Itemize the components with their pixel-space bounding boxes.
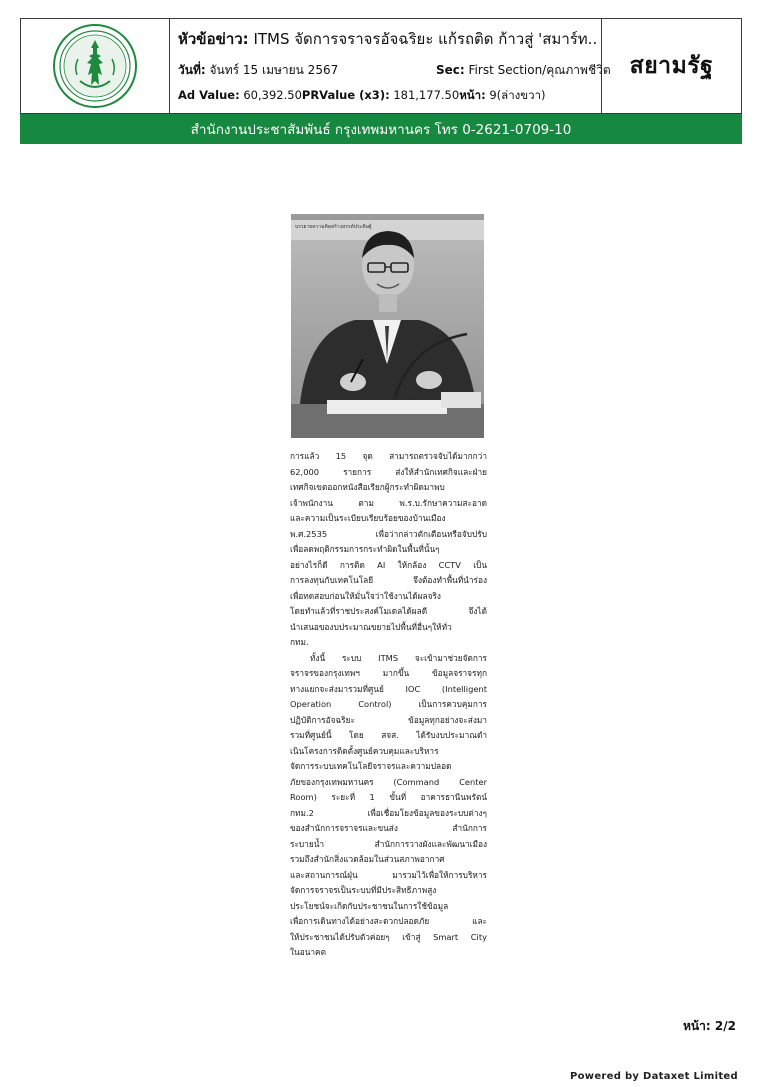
article-line: ของสำนักการจราจรและขนส่ง สำนักการ <box>290 823 487 833</box>
newspaper-logo-cell <box>602 19 741 113</box>
article-body <box>290 449 487 961</box>
article-line: การลงทุนกับเทคโนโลยี จึงต้องทำพื้นที่นำร่อง <box>290 575 487 585</box>
bma-seal-icon <box>52 23 138 109</box>
powered-by: Powered by Dataxet Limited <box>570 1071 738 1082</box>
article-line: ทั้งนี้ ระบบ ITMS จะเข้ามาช่วยจัดการ <box>310 652 487 663</box>
clipping-metadata <box>170 19 611 113</box>
article-line: เพื่อการเดินทางได้อย่างสะดวกปลอดภัย และ <box>290 916 487 926</box>
article-line: รวมที่ศูนย์นี้ โดย สจส. ได้รับงบประมาณดำ <box>290 730 487 740</box>
article-line: เพื่อทดสอบก่อนให้มั่นใจว่าใช้งานได้ผลจริง <box>290 590 441 601</box>
article-line: รวมถึงสำนักสิ่งแวดล้อมในส่วนสภาพอากาศ <box>290 854 445 864</box>
article-line: โดยทำแล้วที่ราชประสงค์โมเดลได้ผลดี จึงได้ <box>290 606 487 616</box>
article-line: Operation Control) เป็นการควบคุมการ <box>290 699 487 709</box>
article-line: ในอนาคต <box>290 947 326 957</box>
article-line: Room) ระยะที่ 1 ขั้นที่ อาคารธานีนพรัตน์ <box>290 792 487 802</box>
article-line: 62,000 รายการ ส่งให้สำนักเทศกิจและฝ่าย <box>290 466 487 477</box>
page-number <box>683 1017 736 1036</box>
article-line: จัดการจราจรเป็นระบบที่มีประสิทธิภาพสูง <box>290 885 437 895</box>
headline-label: หัวข้อข่าว: <box>178 30 249 48</box>
pr-value-label: PRValue (x3): <box>301 88 390 102</box>
article-line: เนินโครงการติดตั้งศูนย์ควบคุมและบริหาร <box>290 745 439 756</box>
article-line: จัดการระบบเทคโนโลยีจราจรและความปลอด <box>290 761 452 771</box>
page-number-label: หน้า: <box>683 1019 711 1033</box>
article-line: นำเสนอของบประมาณขยายไปพื้นที่อื่นๆให้ทั่ว <box>290 621 452 632</box>
article-line: กทม.2 เพื่อเชื่อมโยงข้อมูลของระบบต่างๆ <box>290 807 487 818</box>
date-row <box>178 61 611 77</box>
section-label: Sec: <box>436 63 465 77</box>
article-photo <box>291 214 484 438</box>
article-line: อย่างไรก็ดี การติด AI ให้กล้อง CCTV เป็น <box>290 559 487 570</box>
page-value: 9(ล่างขวา) <box>489 88 546 102</box>
date-value: จันทร์ 15 เมษายน 2567 <box>209 63 339 77</box>
ad-value-label: Ad Value: <box>178 88 240 102</box>
article-line: จราจรของกรุงเทพฯ มากขึ้น ข้อมูลจราจรทุก <box>290 668 487 678</box>
article-line: การแล้ว 15 จุด สามารถตรวจจับได้มากกว่า <box>290 451 487 461</box>
page-label: หน้า: <box>459 88 486 102</box>
date-label: วันที่: <box>178 63 206 77</box>
article-line: ให้ประชาชนได้ปรับตัวค่อยๆ เข้าสู่ Smart City <box>290 931 487 942</box>
article-line: กทม. <box>290 637 309 647</box>
article-line: ทางแยกจะส่งมารวมที่ศูนย์ IOC (Intelligent <box>290 683 487 694</box>
section-info <box>436 61 611 80</box>
bma-logo-cell <box>21 19 170 113</box>
article-line: เทศกิจเขตออกหนังสือเรียกผู้กระทำผิดมาพบ <box>290 482 445 492</box>
value-row <box>178 87 601 105</box>
article-line: ภัยของกรุงเทพมหานคร (Command Center <box>290 776 487 787</box>
newspaper-name: สยามรัฐ <box>629 53 714 79</box>
article-line: ปฏิบัติการอัจฉริยะ ข้อมูลทุกอย่างจะส่งมา <box>290 714 487 725</box>
page-number-value: 2/2 <box>714 1019 736 1033</box>
contact-banner-text: สำนักงานประชาสัมพันธ์ กรุงเทพมหานคร โทร 0-2621-0709-10 <box>190 122 572 138</box>
section-value: First Section/คุณภาพชีวิต <box>468 63 611 77</box>
headline-text: ITMS จัดการจราจรอัจฉริยะ แก้รถติด ก้าวสู่ 'สมาร์ท.. <box>253 30 598 48</box>
contact-banner <box>20 114 742 144</box>
article-line: พ.ศ.2535 เพื่อว่ากล่าวตักเตือนหรือจับปรับ <box>290 528 487 539</box>
article-line: เจ้าพนักงาน ตาม พ.ร.บ.รักษาความสะอาด <box>290 497 487 508</box>
article-line: เพื่อลดพฤติกรรมการกระทำผิดในพื้นที่นั้นๆ <box>290 544 440 554</box>
article-line: ประโยชน์จะเกิดกับประชาชนในการใช้ข้อมูล <box>290 900 449 911</box>
article-line: ระบายน้ำ สำนักการวางผังและพัฒนาเมือง <box>290 838 487 849</box>
article-line: และความเป็นระเบียบเรียบร้อยของบ้านเมือง <box>290 513 446 523</box>
clipping-header <box>20 18 742 114</box>
pr-value: 181,177.50 <box>393 88 460 102</box>
ad-value: 60,392.50 <box>243 88 302 102</box>
photo-caption: บรรยายความคิดสร้างสรรค์ประดิษฐ์ <box>295 224 372 230</box>
article-line: และสถานการณ์ฝุ่น มารวมไว้เพื่อให้การบริหาร <box>290 869 487 880</box>
headline-row <box>178 27 601 51</box>
